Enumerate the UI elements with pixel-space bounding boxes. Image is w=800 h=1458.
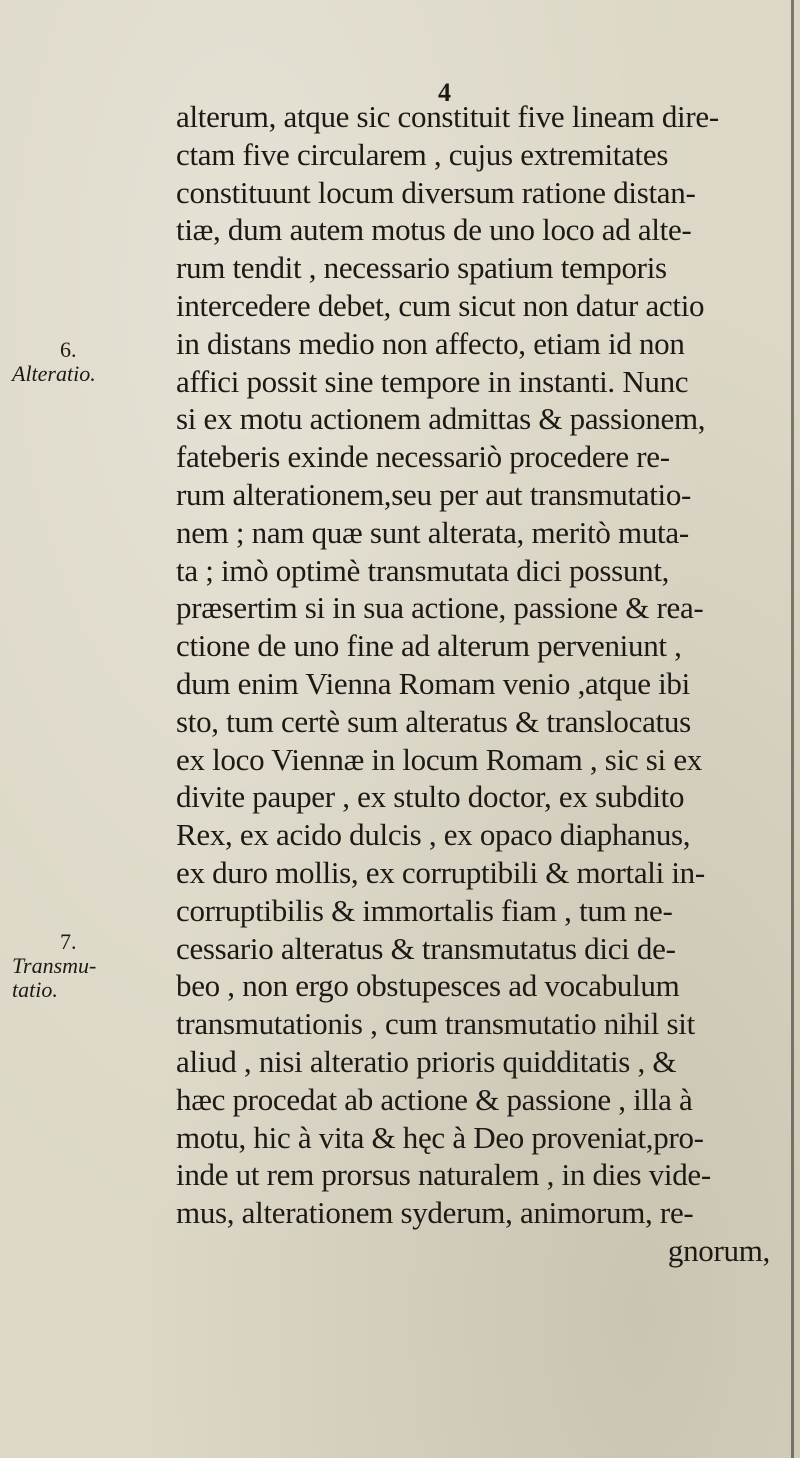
text-line: divite pauper , ex stulto doctor, ex subdito [176,779,685,815]
page-number: 4 [438,78,451,107]
text-line: si ex motu actionem admittas & passionem, [176,401,706,437]
text-line: motu, hic à vita & hęc à Deo proveniat,pro- [176,1119,704,1155]
text-line: fateberis exinde necessariò procedere re- [176,439,670,475]
text-line: corruptibilis & immortalis fiam , tum ne- [176,892,673,928]
text-line: transmutationis , cum transmutatio nihil sit [176,1006,695,1042]
text-line: ex loco Viennæ in locum Romam , sic si ex [176,741,702,777]
text-line: ex duro mollis, ex corruptibili & mortali in- [176,854,705,890]
text-line: Rex, ex acido dulcis , ex opaco diaphanus, [176,817,691,853]
margin-note-number: 7. [60,929,77,954]
catchword: gnorum, [667,1232,770,1268]
text-line: dum enim Vienna Romam venio ,atque ibi [176,665,690,701]
margin-note-label: Transmu- [12,953,97,978]
margin-note-label: Alteratio. [12,361,96,386]
text-line: mus, alterationem syderum, animorum, re- [176,1195,694,1231]
text-line: ta ; imò optimè transmutata dici possunt, [176,552,670,588]
text-line: cessario alteratus & transmutatus dici de- [176,930,676,966]
text-line: sto, tum certè sum alteratus & translocatus [176,703,691,739]
text-line: in distans medio non affecto, etiam id non [176,325,685,361]
text-line: alterum, atque sic constituit five lineam dire- [176,99,719,134]
text-line: ctam five circularem , cujus extremitates [176,136,669,172]
text-line: præsertim si in sua actione, passione & rea- [176,590,704,626]
text-line: intercedere debet, cum sicut non datur actio [176,287,705,323]
margin-note-number: 6. [60,337,77,362]
page-edge [791,0,794,1458]
text-line: inde ut rem prorsus naturalem , in dies vide- [176,1157,711,1193]
text-line: tiæ, dum autem motus de uno loco ad alte- [176,212,692,248]
text-line: rum alterationem,seu per aut transmutatio- [176,476,692,512]
text-line: rum tendit , necessario spatium temporis [176,250,667,286]
text-line: aliud , nisi alteratio prioris quidditatis , & [176,1043,677,1079]
text-line: beo , non ergo obstupesces ad vocabulum [176,968,680,1004]
body-text [176,98,782,1270]
margin-note-alteratio [12,338,172,386]
margin-note-label-cont: tatio. [12,977,58,1002]
margin-note-transmutatio [12,930,172,1002]
text-line: affici possit sine tempore in instanti. Nunc [176,363,689,399]
text-line: constituunt locum diversum ratione distan- [176,174,696,210]
text-line: nem ; nam quæ sunt alterata, meritò muta- [176,514,689,550]
text-line: hæc procedat ab actione & passione , illa à [176,1081,693,1117]
text-line: ctione de uno fine ad alterum perveniunt , [176,628,682,664]
